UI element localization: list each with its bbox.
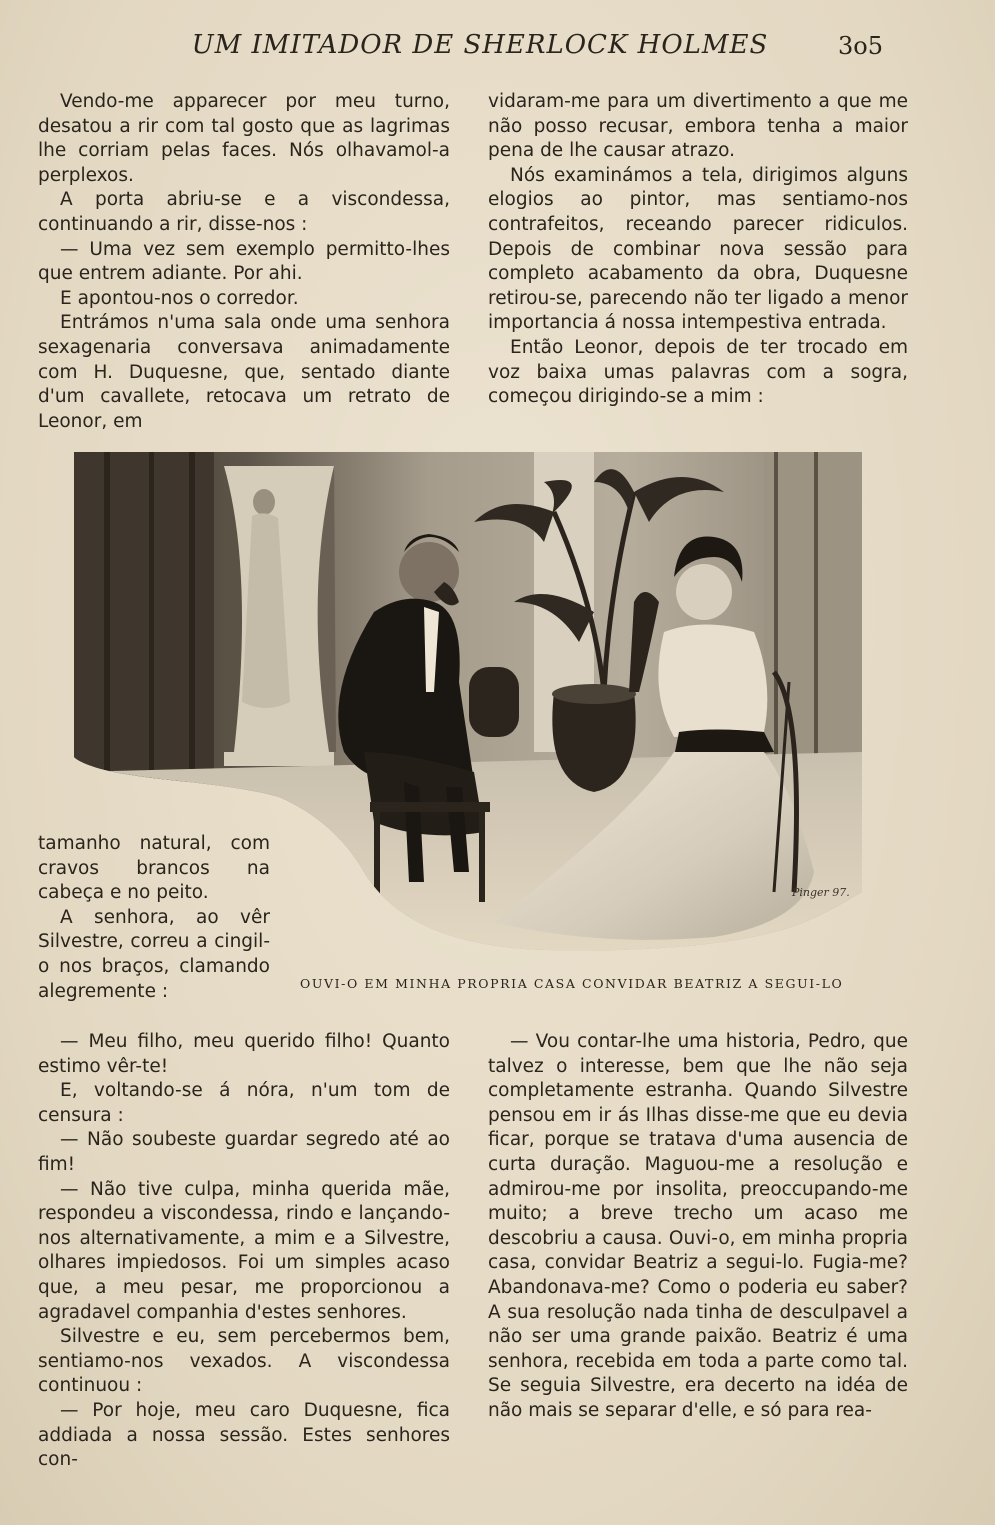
paragraph: A senhora, ao vêr Silvestre, correu a cingil-o nos braços, clamando alegremente : xyxy=(38,906,270,1002)
paragraph: — Por hoje, meu caro Duquesne, fica addiada a nossa sessão. Estes senhores con- xyxy=(38,1399,450,1471)
illustration-caption: OUVI-O EM MINHA PROPRIA CASA CONVIDAR BEATRIZ A SEGUI-LO xyxy=(300,976,844,991)
paragraph: Entrámos n'uma sala onde uma senhora sexagenaria conversava animadamente com H. Duquesne, que, sentado diante d'um cavallete, retocava um retrato de Leonor, em xyxy=(38,312,450,432)
artist-signature: Pinger 97. xyxy=(792,886,850,899)
left-column-top xyxy=(38,90,450,434)
paragraph: — Uma vez sem exemplo permitto-lhes que entrem adiante. Por ahi. xyxy=(38,238,450,285)
paragraph: Então Leonor, depois de ter trocado em voz baixa umas palavras com a sogra, começou dirigindo-se a mim : xyxy=(488,336,908,408)
paragraph: — Não soubeste guardar segredo até ao fim! xyxy=(38,1129,450,1175)
paragraph: E, voltando-se á nóra, n'um tom de censura : xyxy=(38,1080,450,1126)
paragraph: Silvestre e eu, sem percebermos bem, sentiamo-nos vexados. A viscondessa continuou : xyxy=(38,1326,450,1397)
paragraph: Nós examinámos a tela, dirigimos alguns elogios ao pintor, mas sentiamo-nos contrafeitos, receando parecer ridiculos. Depois de combinar nova sessão para completo acabamento da obra, Duquesne retirou-se, parecendo não ter ligado a menor importancia á nossa intempestiva entrada. xyxy=(488,164,908,334)
paragraph: — Meu filho, meu querido filho! Quanto estimo vêr-te! xyxy=(38,1031,450,1077)
paragraph: — Não tive culpa, minha querida mãe, respondeu a viscondessa, rindo e lançando-nos alternativamente, a mim e a Silvestre, olhares impiedosos. Foi um simples acaso que, a meu pesar, me proporcionou a agradavel companhia d'estes senhores. xyxy=(38,1178,450,1323)
paragraph: — Vou contar-lhe uma historia, Pedro, que talvez o interesse, bem que lhe não seja completamente estranha. Quando Silvestre pensou em ir ás Ilhas disse-me que eu devia ficar, porque se tratava d'uma ausencia de curta duração. Maguou-me a resolução e admirou-me por insolita, preoccupando-me muito; a breve trecho um acaso me descobriu a causa. Ouvi-o, em minha propria casa, convidar Beatriz a segui-lo. Fugia-me? Abandonava-me? Como o poderia eu saber? A sua resolução nada tinha de desculpavel a não ser uma grande paixão. Beatriz é uma senhora, recebida em toda a parte como tal. Se seguia Silvestre, era decerto na idéa de não mais se separar d'elle, e só para rea- xyxy=(488,1031,908,1421)
paragraph: E apontou-nos o corredor. xyxy=(60,287,299,309)
right-column-top xyxy=(488,90,908,410)
left-column-bottom xyxy=(38,1030,450,1473)
right-column-bottom xyxy=(488,1030,908,1424)
running-title: UM IMITADOR DE SHERLOCK HOLMES xyxy=(191,30,769,60)
paragraph: A porta abriu-se e a viscondessa, continuando a rir, disse-nos : xyxy=(38,189,450,235)
left-column-wrap xyxy=(38,832,270,1004)
paragraph: tamanho natural, com cravos brancos na cabeça e no peito. xyxy=(38,833,270,904)
page-number: 3o5 xyxy=(838,32,883,60)
paragraph: vidaram-me para um divertimento a que me não posso recusar, embora tenha a maior pena de lhe causar atrazo. xyxy=(488,91,908,162)
paragraph: Vendo-me apparecer por meu turno, desatou a rir com tal gosto que as lagrimas lhe corriam pelas faces. Nós olhavamol-a perplexos. xyxy=(38,91,450,186)
